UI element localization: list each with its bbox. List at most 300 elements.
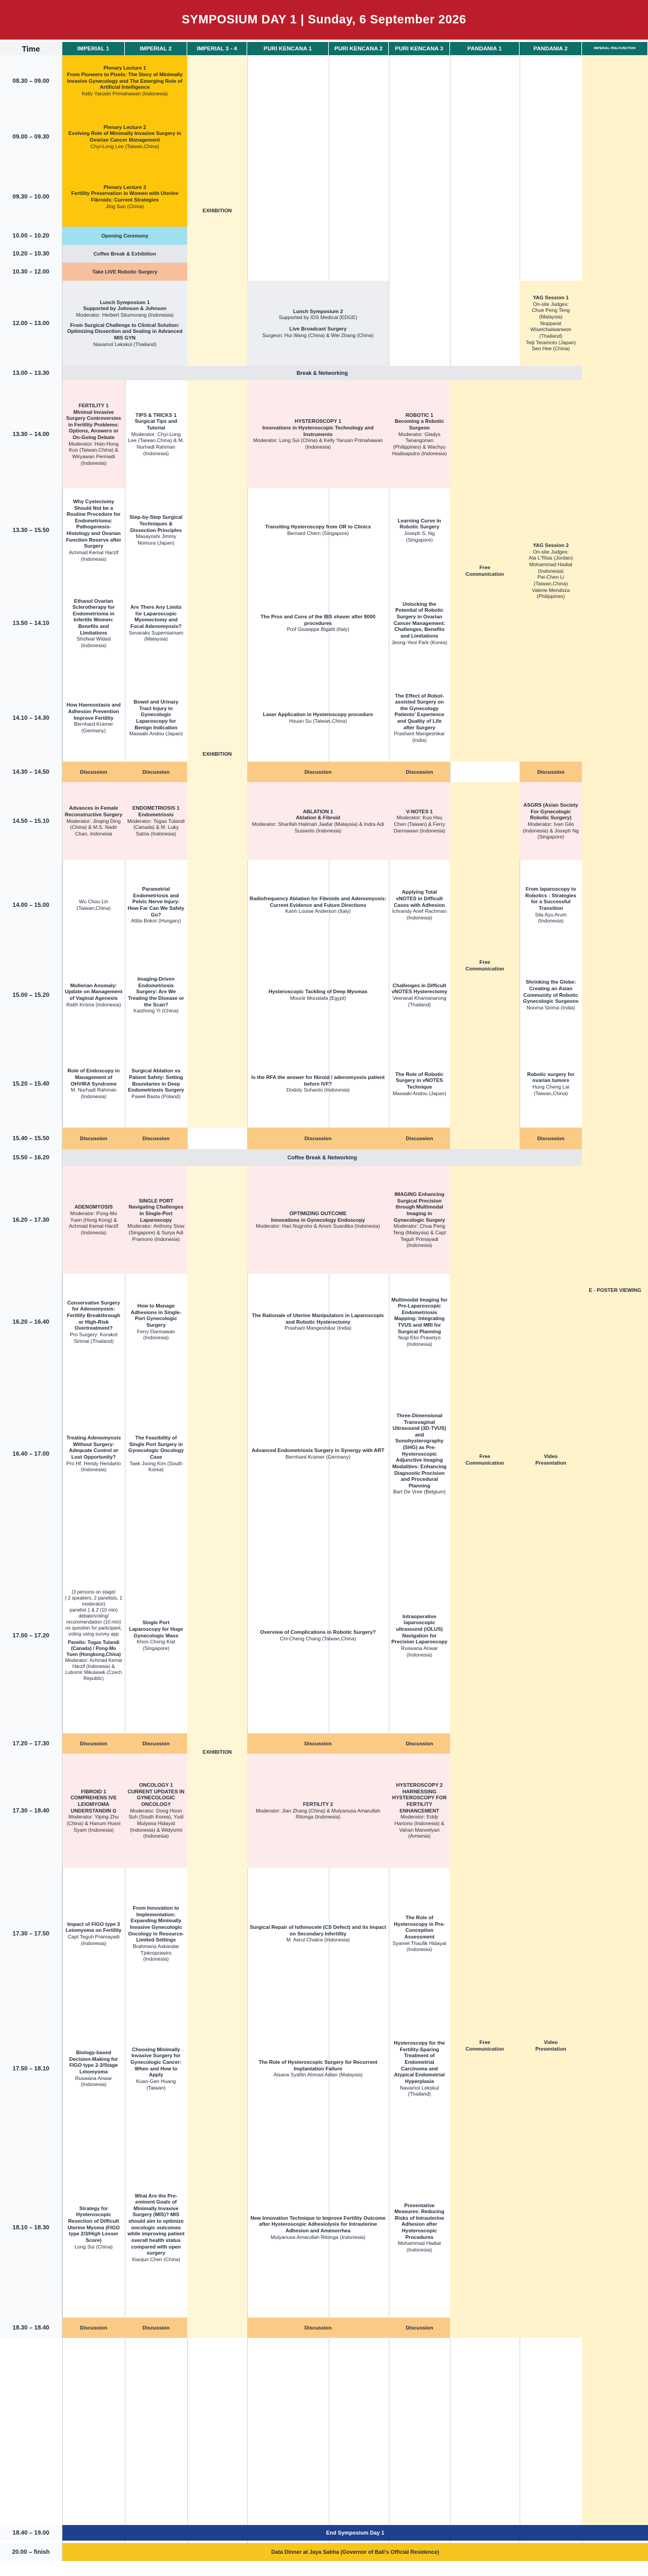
session-adenomyosis[interactable] [62,1166,125,1274]
talk[interactable] [247,1370,389,1538]
live-robotic-surgery[interactable] [62,263,187,281]
talk[interactable] [389,1370,450,1538]
session-title: HYSTEROSCOPY 1 Innovations in Hysteroscopic Technology and Instruments [262,418,374,437]
discussion-label: Discussion [406,2324,433,2331]
discussion [62,762,125,782]
session-vnotes-1[interactable] [389,782,450,860]
discussion [247,762,389,782]
talk[interactable] [247,1040,389,1128]
discussion [247,2318,389,2338]
discussion-label: Discussion [142,2324,170,2331]
col-header-imperial-2: IMPERIAL 2 [125,42,187,55]
talk[interactable] [125,1538,187,1733]
talk-title: Applying Total vNOTES in Difficult Cases with Adhesion [394,889,445,908]
session-title: FERTILITY 1 Minimal Invasive Surgery Controversies in Fertility Problems: Options, Answers or On-Going Debate [66,402,121,440]
talk-speaker: Hung Cheng Lai (Taiwan,China) [532,1084,569,1096]
talk-title: Surgical Ablation vs Patient Safety: Setting Boundaries in Deep Endometriosis Surgery [128,1068,184,1093]
talk-speaker: Jeong-Yeol Park (Korea) [391,639,448,645]
yag-session-1[interactable] [520,281,582,366]
discussion [62,1128,125,1149]
time-slot: 18.30 – 18.40 [0,2318,62,2338]
talk-title: The Role of Hysteroscopy in Pre-Conception Assessment [394,1914,445,1940]
talk-speaker: Ruswana Anwar (Indonesia) [75,2075,112,2088]
time-slot: 15.00 – 15.20 [0,950,62,1040]
talk-speaker: Long Sui (China) [74,2243,113,2250]
talk-speaker: Prof Giuseppe Bigatti (Italy) [287,626,349,633]
discussion [389,1128,450,1149]
session-moderator: Moderator: Chyi-Long Lee (Taiwan,China) & M. Nurhadi Rahman (Indonesia) [128,431,184,456]
talk[interactable] [247,2000,389,2138]
yag-title: YAG Session 1 [533,294,569,301]
discussion [520,762,582,782]
exhibition-label: EXHIBITION [202,750,232,757]
time-slot: 17.30 – 17.50 [0,1868,62,2000]
e-poster-viewing [582,55,648,2525]
talk-title: Learning Curve in Robotic Surgery [397,517,442,530]
session-title: Advances in Female Reconstructive Surgery [65,805,122,818]
talk-title: Radiofrequency Ablation for Fibroids and Adenomyosis: Current Evidence and Future Directions [250,895,386,908]
break-networking [62,366,582,380]
session-moderator: Moderator: Eddy Hartono (Indonesia) & Vahan Manvelyan (Armenia) [394,1814,445,1839]
session-moderator: Moderator: Togas Tulandi (Canada) & M. Luky Satria (Indonesia) [127,817,185,837]
discussion-label: Discussion [406,768,433,775]
time-slot: 10.00 – 10.20 [0,227,62,245]
discussion [247,1128,389,1149]
talk-speaker: Khoo Chong Kiat (Singapore) [136,1639,176,1651]
talk-speaker: M. Aerul Chakra (Indonesia) [286,1937,350,1943]
talk-title: Advanced Endometriosis Surgery in Synergy with ART [251,1447,385,1454]
talk-title: The Pros and Cons of the IBS shaver after 8000 procedures [260,614,376,626]
session-moderator: Moderator: Hsin-Hong Kuo (Taiwan,China) & Wiryawan Permadi (Indonesia) [68,440,119,466]
session-title: ROBOTIC 1 Becoming a Robotic Surgeon [394,411,445,431]
talk-speaker: Aisana Syafitri Ahmad Adlan (Malaysia) [273,2072,363,2078]
yag-title: YAG Session 2 [533,542,569,549]
talk-speaker: Mulyanusa Amarullah Ritonga (Indonesia) [271,2234,365,2240]
col-header-imperial-1: IMPERIAL 1 [62,42,125,55]
session-moderator: Moderator: Dong Hoon Suh (South Korea), Yudi Mulyana Hidayat (Indonesia) & Widyorini (Indonesia) [128,1807,184,1839]
free-communication-3[interactable] [450,1166,520,1754]
session-title: OPTIMIZING OUTCOME Innovations in Gynecology Endoscopy [271,1210,365,1223]
talk[interactable] [62,674,125,762]
talk[interactable] [247,860,389,950]
plenary-lecture-2[interactable] [62,107,187,167]
talk-title: Imaging-Driven Endometriosis Surgery: Are We Treating the Disease or the Scan? [128,976,184,1008]
time-slot: 12.00 – 13.00 [0,281,62,366]
session-moderator: Moderator: Jian Zhang (China) & Mulyanusa Amarullah Ritonga (Indonesia) [256,1807,380,1820]
talk-title: Robotic surgery for ovarian tumors [527,1071,575,1084]
talk-speaker: Kaizhong Yi (China) [133,1008,179,1014]
talk[interactable] [520,1040,582,1128]
talk-speaker: Achmad Kemal Harzif (Indonesia) [68,549,119,562]
talk-debate[interactable] [62,1538,125,1733]
talk-speaker: Shofwal Widad (Indonesia) [76,636,111,648]
talk[interactable] [389,860,450,950]
talk[interactable] [125,572,187,674]
talk[interactable] [520,860,582,950]
discussion-label: Discussion [406,1135,433,1141]
talk[interactable] [247,2138,389,2318]
talk-speaker: Nugi Eko Prasetyo (Indonesia) [398,1334,441,1347]
talk-title: Overview of Complications in Robotic Surgery? [260,1629,376,1636]
time-slot: 14.30 – 14.50 [0,762,62,782]
discussion-label: Discussion [304,1135,332,1141]
talk[interactable] [389,950,450,1040]
talk-speaker: Syamel Thaufik Hidayat (Indonesia) [392,1940,446,1953]
session-oncology-1[interactable] [125,1754,187,1868]
talk[interactable] [247,674,389,762]
session-moderator: Moderator: Anthony Siow (Singapore) & Surya Adi Pramono (Indonesia) [127,1223,185,1242]
talk[interactable] [389,674,450,762]
dinner-label: Data Dinner at Jaya Sabha (Governor of Bali's Official Residence) [271,2549,439,2555]
talk[interactable] [247,1274,389,1370]
exhibition-label: EXHIBITION [202,207,232,214]
talk[interactable] [125,1040,187,1128]
talk-title: Step-by-Step Surgical Techniques & Dissection Principles [129,514,183,533]
talk[interactable] [389,2000,450,2138]
talk-speaker: Ruswana Anwar (Indonesia) [401,1645,438,1658]
session-title: ONCOLOGY 1 CURRENT UPDATES IN GYNECOLOGIC ONCOLOGY [127,1782,185,1808]
talk-speaker: Dodoly Suhanto (Indonesia) [286,1087,350,1093]
talk-speaker: Ichrandy Arief Rachman (Indonesia) [392,908,447,921]
time-slot: 17.50 – 18.10 [0,2000,62,2138]
session-title: ENDOMETRIOSIS 1 Endometriosis [132,805,180,818]
talk[interactable] [389,2138,450,2318]
time-slot: 14.00 – 15.00 [0,860,62,950]
discussion [520,1128,582,1149]
discussion-label: Discussion [304,1740,332,1747]
session-hysteroscopy-1[interactable] [247,380,389,488]
session-robotic-1[interactable] [389,380,450,488]
discussion [389,2318,450,2338]
talk-speaker: Bart De Vree (Belgium) [393,1489,446,1495]
free-comm-label: Free Communication [465,564,505,577]
talk-title: Single Port Laparoscopy for Huge Gynecologic Mass [128,1619,184,1639]
talk-speaker: Masaaki Andou (Japan) [129,731,183,737]
lunch-symposium-2[interactable] [247,281,389,366]
discussion-label: Discussion [537,1135,565,1141]
discussion-label: Discussion [304,768,332,775]
talk[interactable] [125,950,187,1040]
talk[interactable] [125,1868,187,2000]
talk[interactable] [389,488,450,572]
talk[interactable] [62,860,125,950]
discussion [247,1733,389,1754]
talk[interactable] [125,860,187,950]
talk[interactable] [247,572,389,674]
talk-title: Multimodal Imaging for Pre-Laparoscopic Endometriosis Mapping: Integrating TVUS and MRI for Surgical Planning [391,1296,448,1334]
col-header-time: Time [0,42,62,55]
session-optimizing-outcome[interactable] [247,1166,389,1274]
talk-speaker: Navamol Lekskul (Thailand) [400,2084,439,2097]
talk-speaker: Taek Joong Kim (South Korea) [130,1460,182,1473]
discussion-label: Discussion [80,1135,107,1141]
discussion-label: Discussion [304,2324,332,2331]
talk-title: The Role of Hysteroscopic Surgery for Recurrent Implantation Failure [259,2059,377,2072]
col-header-pandania-2: PANDANIA 2 [520,42,582,55]
discussion [62,2318,125,2338]
time-slot: 13.30 – 15.50 [0,488,62,572]
session-title: TIPS & TRICKS 1 Surgical Tips and Tutorial [134,411,178,431]
talk-title: Strategy for Hysteroscopic Resection of Difficult Uterine Myoma (FIGO type 2/3/High Lesser Score) [67,2205,120,2243]
time-slot: 15.50 – 16.20 [0,1149,62,1166]
plenary-lecture-1[interactable] [62,55,187,107]
talk-title: Is the RFA the answer for fibroid / adenomyosis patient before IVF? [251,1074,385,1087]
free-comm-label: Free Communication [465,1453,505,1466]
talk-speaker: Kanh Louise Anderson (Italy) [285,908,351,915]
talk-title: Choosing Minimally Invasive Surgery for Gynecologic Cancer: When and How to Apply [130,2046,182,2078]
session-moderator: Moderator: Gladys Tanangonan (Philippines) & Wachyu Hadisaputra (Indonesia) [392,431,447,456]
discussion [125,1733,187,1754]
yag-judges: On-site Judges: Chue Peng Teng (Malaysia) Nopparat Wisetchaiwanwon (Thailand) Teiji Teramoto (Japan) Seo Hee (China) [526,300,576,352]
discussion [389,762,450,782]
discussion-label: Discussion [142,1740,170,1747]
session-moderator: Moderator: Hari Nugroho & Anom Suardika (Indonesia) [256,1223,380,1230]
opening-label: Opening Ceremony [101,232,149,239]
talk[interactable] [125,674,187,762]
time-slot: 13.50 – 14.10 [0,572,62,674]
talk-speaker: Bernard Chern (Singapore) [287,530,349,536]
talk[interactable] [247,950,389,1040]
talk-speaker: Hsuan Su (Taiwan,China) [289,718,347,724]
talk[interactable] [520,950,582,1040]
free-communication-4[interactable] [450,1754,520,2338]
session-fibroid-1[interactable] [62,1754,125,1868]
talk[interactable] [389,1274,450,1370]
session-moderator: Moderator: Kuo Hsu Chen (Taiwan) & Ferry Darmawan (Indonesia) [394,814,445,834]
lunch-title: Lunch Symposium 2 [293,308,343,314]
col-header-puri-kencana-3: PURI KENCANA 3 [389,42,450,55]
talk[interactable] [62,1370,125,1538]
talk-speaker: Joseph S. Ng (Singapore) [404,530,435,543]
talk-speaker: Bernhard Kramer (Germany) [74,721,113,734]
plenary-speaker: Chyi-Long Lee (Taiwan,China) [90,143,160,149]
video-pres-label: Video Presentation [535,2039,566,2052]
talk-speaker: Xiaojun Chen (China) [131,2256,181,2262]
time-slot: 14.10 – 14.30 [0,674,62,762]
discussion-label: Discussion [537,768,565,775]
col-header-puri-kencana-1: PURI KENCANA 1 [247,42,329,55]
end-symposium-day-1 [62,2525,648,2541]
talk-title: Shrinking the Globe: Creating an Asian Community of Robotic Gynecologic Surgeons [523,979,579,1005]
talk[interactable] [62,488,125,572]
discussion [62,1733,125,1754]
talk-speaker: Noorna Sirima (India) [526,1004,575,1011]
talk[interactable] [125,2000,187,2138]
talk-speaker: Pro Surgery: Korakot Sirimai (Thailand) [70,1331,118,1344]
lunch-talk-speaker: Surgeon: Hui Wang (China) & Wei Zhang (China) [262,332,374,338]
video-presentation-2[interactable] [520,1754,582,2338]
talk-speaker: Bernhard Kramer (Germany) [285,1454,351,1460]
talk-speaker: Prashant Mangeshikar (India) [394,731,445,743]
session-fertility-1[interactable] [62,380,125,488]
talk-speaker: Sila Ayu Arum (Indonesia) [535,911,567,924]
discussion-label: Discussion [80,2324,107,2331]
plenary-title: Plenary Lecture 2 Evolving Role of Minimally Invasive Surgery in Ovarian Cancer Management [68,124,181,143]
talk[interactable] [62,1274,125,1370]
talk[interactable] [62,2138,125,2318]
debate-panelists: Panelis: Togas Tulandi (Canada) / Pong-Mo Yuen (Hongkong,China) [66,1640,121,1657]
talk[interactable] [389,1040,450,1128]
session-imaging[interactable] [389,1166,450,1274]
session-fertility-2[interactable] [247,1754,389,1868]
time-slot: 17.00 – 17.20 [0,1538,62,1733]
talk-speaker: Brahmana Askandar Tjokroprawiro (Indonesia) [133,1943,179,1962]
talk[interactable] [247,1538,389,1733]
session-moderator: Moderator: Long Sui (China) & Kelly Yarusin Primahawan (Indonesia) [253,437,383,450]
coffee-break-1 [62,245,187,263]
time-slot: 13.30 – 14.00 [0,380,62,488]
coffee-break-2 [62,1149,582,1166]
session-ablation-1[interactable] [247,782,389,860]
talk-title: The Rationale of Uterine Manipulators in Laparoscopic and Robotic Hysterectomy [251,1312,385,1325]
talk-title: The Effect of Robot-assisted Surgery on the Gynecology Patients' Experience and Quality of Life after Surgery [394,692,445,731]
time-slot: 14.50 – 15.10 [0,782,62,860]
talk-title: Three-Dimensional Transvaginal Ultrasound (3D-TVUS) and Sonohysterography (SHG) as Pre-Hysteroscopic Adjunctive Imaging Modalities: Enhancing Diagnostic Precision and Procedural Planning [392,1412,447,1489]
plenary-speaker: Kelly Yarusin Primahawan (Indonesia) [82,90,168,97]
talk-title: How to Manage Adhesions in Single-Port Gynecologic Surgery [130,1303,182,1328]
live-label: Take LIVE Robotic Surgery [92,268,158,275]
discussion [389,1733,450,1754]
col-header-imperial-pre-function: IMPERIAL PRE-FUNCTION [582,42,648,55]
session-moderator: Moderator: Sharifah Halimah Jaafar (Malaysia) & Indra Adi Susianto (Indonesia) [251,821,385,834]
talk-title: From Innovation to Implementation: Expanding Minimally Invasive Gynecologic Oncology in Resource-Limited Settings [128,1905,184,1943]
video-pres-label: Video Presentation [535,1453,566,1466]
talk-speaker: Paweł Basta (Poland) [131,1093,181,1099]
time-slot: 18.40 – 19.00 [0,2525,62,2541]
talk[interactable] [389,1868,450,2000]
talk-title: How Haemostasis and Adhesion Prevention Improve Fertility [66,702,121,721]
page-banner [0,0,648,40]
lunch-moderator: Moderator: Herbert Situmorang (Indonesia) [76,312,174,318]
lunch-talk-title: Live Broadcast Surgery [289,326,347,332]
talk-speaker: Masayoshi Jimmy Nomura (Japan) [136,533,176,546]
talk[interactable] [125,488,187,572]
talk-speaker: Mounir Moustafa (Egypt) [290,995,346,1001]
session-title: ABLATION 1 Ablation & Fibroid [296,808,340,821]
time-slot: 16.20 – 16.40 [0,1274,62,1370]
talk-speaker: Attila Bokor (Hungary) [131,918,181,924]
talk-title: Preventative Measures: Reducing Risks of Intrauterine Adhesion after Hysteroscopic Procedures [394,2202,445,2240]
time-slot: 10.20 – 10.30 [0,245,62,263]
video-presentation-1[interactable] [520,1166,582,1754]
talk[interactable] [247,488,389,572]
talk-title: New Innovation Technique to Improve Fertility Outcome after Hysteroscopic Adhesiolysis for Intrauterine Adhesion and Amenorrhea [250,2214,386,2234]
talk-title: The Feasibility of Single Port Surgery in Gynecologic Oncology Case [128,1435,184,1460]
discussion [125,1128,187,1149]
session-title: HYSTEROSCOPY 2 HARNESSING HYSTEROSCOPY FOR FERTILITY ENHANCEMENT [392,1782,447,1814]
talk-title: Biology-based Decision-Making for FIGO type 2-3/Stage Leiomyoma [69,2049,118,2075]
talk-title: Why Cystectomy Should Not be a Routine Procedure for Endometrioma: Pathogenesis-Histology and Ovarian Function Reserve after Surgery [65,498,122,549]
session-single-port[interactable] [125,1166,187,1274]
talk[interactable] [62,1868,125,2000]
talk[interactable] [62,950,125,1040]
session-asgrs[interactable] [520,782,582,860]
talk-title: Mullerian Anomaly: Update on Management of Vaginal Agenesis [65,982,122,1001]
discussion [125,2318,187,2338]
session-title: FERTILITY 2 [303,1801,333,1808]
col-header-pandania-1: PANDANIA 1 [450,42,520,55]
col-header-puri-kencana-2: PURI KENCANA 2 [329,42,389,55]
session-reconstructive[interactable] [62,782,125,860]
talk[interactable] [125,2138,187,2318]
time-slot: 08.30 – 09.00 [0,55,62,107]
talk[interactable] [389,1538,450,1733]
session-title: IMAGING Enhancing Surgical Precision through Multimodal Imaging in Gynecologic Surgery [394,1191,445,1223]
talk-title: Unlocking the Potential of Robotic Surgery in Ovarian Cancer Management: Challenges, Benefits and Limitations [394,600,445,639]
discussion-label: Discussion [142,1135,170,1141]
talk-speaker: Pro Hf: Hendy Hendarto (Indonesia) [66,1460,121,1473]
end-label: End Symposium Day 1 [326,2530,385,2536]
talk[interactable] [62,1040,125,1128]
talk[interactable] [125,1370,187,1538]
exhibition-label: EXHIBITION [202,1748,232,1755]
plenary-lecture-3[interactable] [62,167,187,227]
plenary-speaker: Jing Sun (China) [106,203,144,209]
yag-session-2[interactable] [520,380,582,762]
free-communication-1[interactable] [450,380,520,762]
session-hysteroscopy-2[interactable] [389,1754,450,1868]
talk-title: Challenges in Difficult vNOTES Hysterectomy [391,982,448,995]
time-slot: 15.20 – 15.40 [0,1040,62,1128]
time-slot: 18.10 – 18.30 [0,2138,62,2318]
debate-moderator: Moderator: Achmad Kemal Harzif (Indonesia) & Lubomir Mikulasek (Czech Republic) [65,1658,122,1681]
opening-ceremony[interactable] [62,227,187,245]
session-moderator: Moderator: Yiping Zhu (China) & Hanum Husni Syam (Indonesia) [67,1814,121,1833]
talk[interactable] [389,572,450,674]
talk-title: From laparoscopy to Robotics : Strategies for a Successful Transition [525,886,577,911]
time-slot: 09.00 – 09.30 [0,107,62,167]
talk-title: Surgical Repair of Isthmocele (CS Defect) and its Impact on Secondary Infertility [250,1924,386,1937]
lunch-symposium-1[interactable] [62,281,187,366]
session-tips-tricks-1[interactable] [125,380,187,488]
exhibition-area [187,1166,247,2338]
time-slot: 17.20 – 17.30 [0,1733,62,1754]
talk-title: Bowel and Urinary Tract Injury in Gynecologic Laparoscopy for Benign Indication [133,699,179,731]
talk-title: Are There Any Limits for Laparoscopic Myomectomy and Focal Adenomyosis? [130,604,182,629]
talk[interactable] [247,1868,389,2000]
talk-title: Laser Application in Hysteroscopy procedure [263,711,373,718]
session-moderator: Moderator: Jinqing Ding (China) & M.S. Nadir Chan, Indonesia [66,817,121,837]
time-slot: 13.00 – 13.30 [0,366,62,380]
free-comm-label: Free Communication [465,959,505,972]
talk-title: Transiting Hysteroscopy from OR to Clinics [265,524,371,530]
talk[interactable] [62,2000,125,2138]
yag-judges: On-site Judges: Ala L"Rias (Jordan) Mohammad Hadiat (Indonesia) Pei-Chen Li (Taiwan,China) Valerie Mendoza (Philippines) [529,548,573,600]
talk-speaker: Sevaraks Superniamam (Malaysia) [128,629,184,642]
talk-speaker: Capt Teguh Pramayadi (Indonesia) [67,1934,120,1946]
talk-speaker: Ratih Krisna (Indonesia) [66,1001,121,1008]
talk-title: Intraoperative laparoscopic ultrasound (iOLUS) Navigation for Precision Laparoscopy [391,1613,448,1645]
talk-speaker: M. Nurhadi Rahman (Indonesia) [70,1087,117,1099]
free-communication-2[interactable] [450,782,520,1149]
talk-title: Hysteroscopic Tackling of Deep Myomas [268,988,368,995]
discussion-label: Discussion [80,768,107,775]
talk-speaker: Veeranat Khamanarong (Thailand) [392,995,446,1008]
talk-speaker: Chi-Cheng Chang (Taiwan,China) [280,1636,356,1642]
time-slot: 16.40 – 17.00 [0,1370,62,1538]
talk-title: Conservative Surgery for Adenomyosis: Fertility Breakthrough or High-Risk Overtreatment? [67,1299,121,1331]
data-dinner[interactable] [62,2543,648,2561]
talk[interactable] [125,1274,187,1370]
lunch-title: Lunch Symposium 1 Supported by Johnson & Johnson [83,299,167,312]
talk-title: What Are the Pre-eminent Goals of Minimally Invasive Surgery (MIS)? MIS should aim to optimize oncologic outcomes while improving patient overall health status compared with open surgery [127,2192,185,2256]
session-title: V-NOTES 1 [406,808,433,814]
talk[interactable] [62,572,125,674]
time-slot: 09.30 – 10.00 [0,167,62,227]
free-comm-label: Free Communication [465,2039,505,2052]
session-endometriosis-1[interactable] [125,782,187,860]
talk-title: Role of Endoscopy in Management of OHVIRA Syndrome [67,1068,120,1087]
